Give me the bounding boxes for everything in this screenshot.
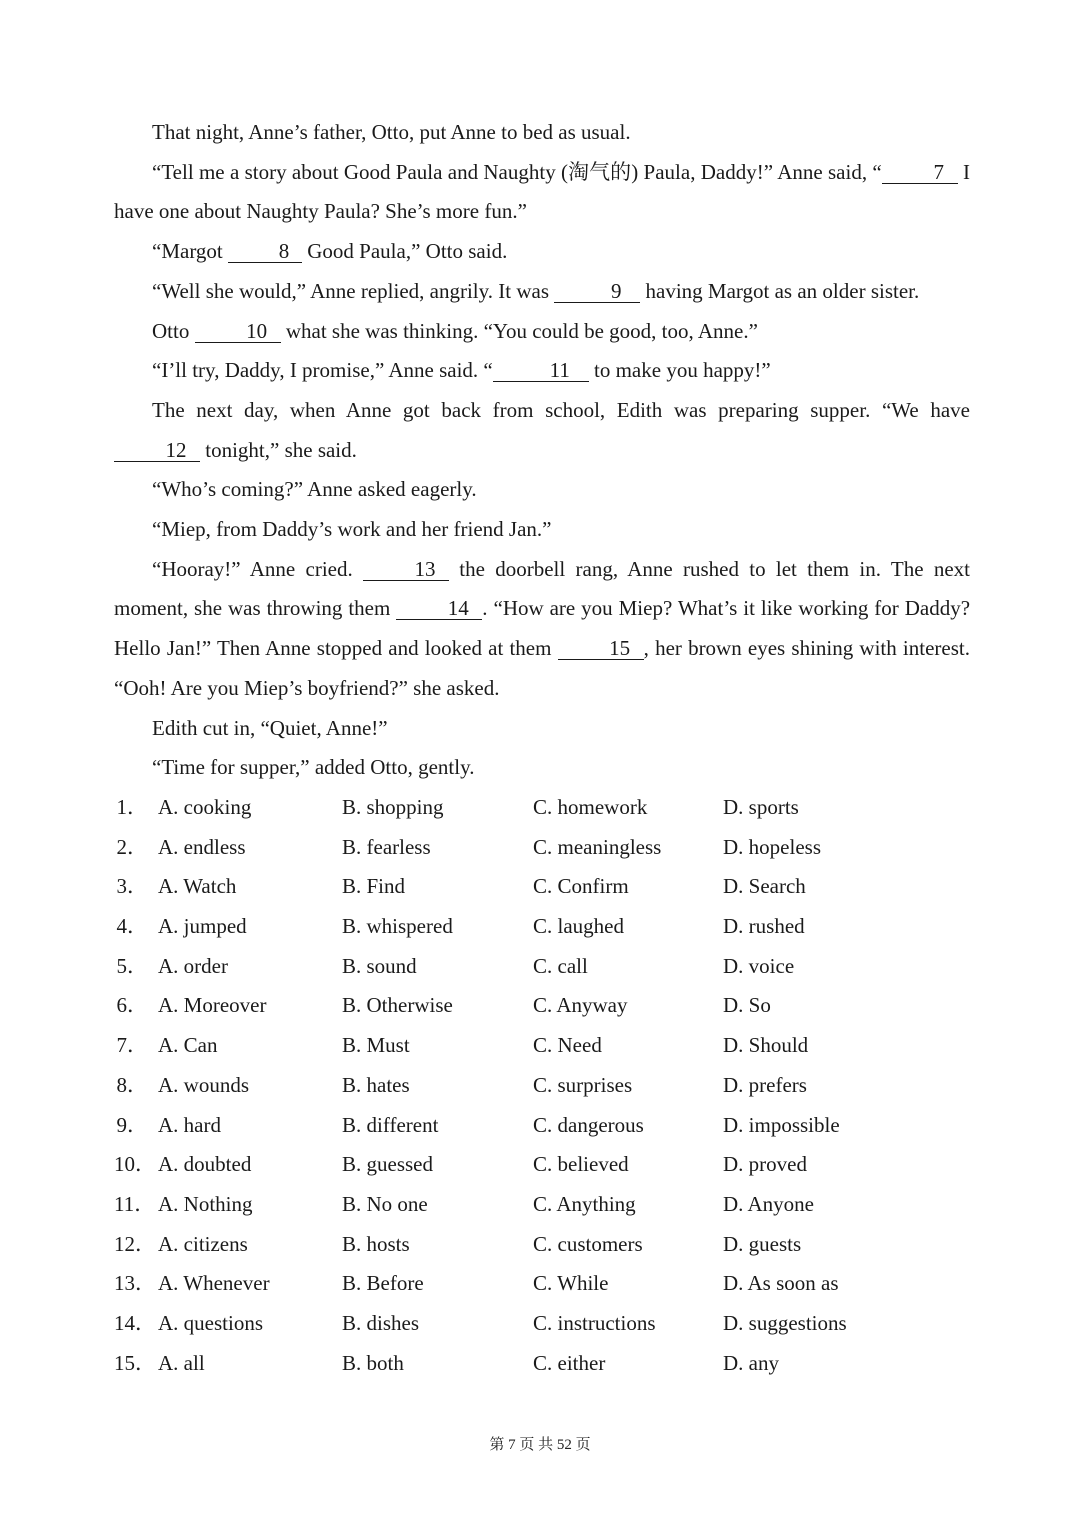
option-row: 15． A. all B. both C. either D. any <box>114 1350 779 1375</box>
blank-11: 11 <box>493 359 589 382</box>
option-row: 2． A. endless B. fearless C. meaningless D. hopeless <box>116 834 821 859</box>
paragraph: “I’ll try, Daddy, I promise,” Anne said. “ 11 to make you happy!” <box>152 358 771 383</box>
reading-passage <box>114 113 970 788</box>
blank-14: 14 <box>396 597 482 620</box>
blank-10: 10 <box>195 320 281 343</box>
option-row: 5． A. order B. sound C. call D. voice <box>116 953 795 978</box>
blank-13: 13 <box>363 558 449 581</box>
paragraph: Edith cut in, “Quiet, Anne!” <box>152 715 388 740</box>
blank-15: 15 <box>558 637 644 660</box>
paragraph: “Margot 8 Good Paula,” Otto said. <box>152 239 508 264</box>
paragraph: “Well she would,” Anne replied, angrily. It was 9 having Margot as an older sister. <box>152 278 920 303</box>
blank-12: 12 <box>114 439 200 462</box>
blank-9: 9 <box>554 280 640 303</box>
paragraph: “Tell me a story about Good Paula and Naughty (淘气的) Paula, Daddy!” Anne said, “ 7 I have one about Naughty Paula? She’s more fun.” <box>114 159 971 224</box>
option-row: 14． A. questions B. dishes C. instructions D. suggestions <box>114 1310 847 1335</box>
option-row: 12． A. citizens B. hosts C. customers D. guests <box>114 1231 802 1256</box>
answer-options <box>114 788 994 1383</box>
option-row: 4． A. jumped B. whispered C. laughed D. rushed <box>116 914 805 939</box>
blank-7: 7 <box>882 161 958 184</box>
paragraph: Otto 10 what she was thinking. “You could be good, too, Anne.” <box>152 318 758 343</box>
option-row: 8． A. wounds B. hates C. surprises D. prefers <box>116 1072 807 1097</box>
option-row: 1． A. cooking B. shopping C. homework D. sports <box>116 795 799 819</box>
page-footer: 第 7 页 共 52 页 <box>489 1437 591 1453</box>
blank-8: 8 <box>228 240 302 263</box>
option-row: 6． A. Moreover B. Otherwise C. Anyway D. So <box>116 993 771 1018</box>
option-row: 11． A. Nothing B. No one C. Anything D. Anyone <box>114 1191 814 1216</box>
option-row: 13． A. Whenever B. Before C. While D. As soon as <box>114 1271 839 1296</box>
paragraph: “Miep, from Daddy’s work and her friend Jan.” <box>152 517 552 542</box>
option-row: 9． A. hard B. different C. dangerous D. impossible <box>116 1112 840 1137</box>
paragraph: “Hooray!” Anne cried. 13 the doorbell rang, Anne rushed to let them in. The next moment, she was throwing them 14 . “How are you Miep? What’s it like working for Daddy? Hello Jan!” Then Anne stopped and looked at them 15 , her brown eyes shining with interest. “Ooh! Are you Miep’s boyfriend?” she asked. <box>114 556 971 700</box>
paragraph: The next day, when Anne got back from school, Edith was preparing supper. “We have 12 tonight,” she said. <box>114 391 970 470</box>
paragraph: That night, Anne’s father, Otto, put Anne to bed as usual. <box>152 120 631 144</box>
option-row: 3． A. Watch B. Find C. Confirm D. Search <box>116 874 806 899</box>
option-row: 7． A. Can B. Must C. Need D. Should <box>116 1033 809 1058</box>
paragraph: “Who’s coming?” Anne asked eagerly. <box>152 477 477 502</box>
option-row: 10． A. doubted B. guessed C. believed D. proved <box>114 1152 807 1177</box>
paragraph: “Time for supper,” added Otto, gently. <box>152 755 475 780</box>
